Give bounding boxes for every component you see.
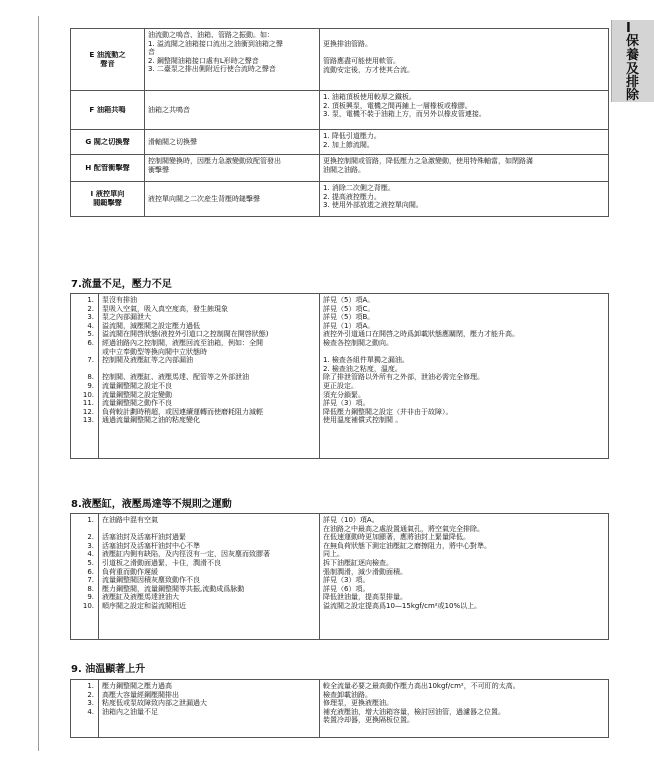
cause-cell: 控制閥變換時，因壓力急激變動致配管發出 衝擊聲 <box>145 155 320 182</box>
cause-cell: 液控單向閥之二次産生背壓時鎚擊聲 <box>145 182 320 217</box>
table-row <box>71 182 609 217</box>
side-tab-char: 除 <box>626 88 640 103</box>
chapter-side-tab <box>611 20 654 102</box>
remedy-cell: 1. 降低引道壓力。 2. 加上節流閥。 <box>320 130 609 155</box>
row-label: H 配管衝擊聲 <box>71 155 145 182</box>
row-label: I 液控單向 閥鎚擊聲 <box>71 182 145 217</box>
side-tab-char: 排 <box>626 75 640 90</box>
table-row <box>71 91 609 130</box>
table-row <box>71 680 609 738</box>
remedy-cell: 詳見（5）項A。 詳見（5）項C。 詳見（5）項B。 詳見（1）項A。 液控外引道通口在開啓之時爲卸載狀態應關閉，壓力才能升高。 檢查各控制閥之動向。 1. 檢查各組件單獨之漏油。 2. 檢查油之粘度，溫度。 除了排泄管路以外所有之外部，泄油必需完全修理。 更正設定。 須充分鎖緊。 詳見（3）項。 降低壓力鋼整閥之設定（并非由于故障）。 使用溫度補償式控制閥 。 <box>320 294 609 459</box>
table-row <box>71 155 609 182</box>
row-label: G 閥之切換聲 <box>71 130 145 155</box>
cause-cell: 油流動之嗚音、油箱、管路之振動。如： 1. 溢流閥之油箱接口流出之油衝到油箱之聲 音 2. 鋼整閥油箱接口處有L形時之聲音 3. 二臺泵之排出側附近行使合流時之聲音 <box>145 29 320 91</box>
table-row <box>71 294 609 459</box>
section-9-table <box>70 679 609 738</box>
section-title: 9. 油温顯著上升 <box>71 664 146 675</box>
side-tab-char: 及 <box>626 62 640 77</box>
page-margin-rule <box>38 16 39 751</box>
item-numbers: 1. 2. 3. 4. 5. 6. 7. 8. 9. 10. 11. 12. 13. <box>71 294 99 459</box>
remedy-cell: 詳見（10）項A。 在油路之中最高之處設置通氣孔，將空氣完全排除。 在低速運動時更加顯著，應將油封上緊量降低。 在無負荷狀態下測定油壓缸之磨擦阻力，將中心對準。 同上。 拆下油壓缸逐向檢查。 張制潤滑，減少滑動面積。 詳見（3）項。 詳見（6）項。 降低泄油量，提高泵排量。 溢流閥之設定提高爲10—15kgf/cm²或10%以上。 <box>320 514 609 640</box>
noise-troubleshooting-table <box>70 28 609 217</box>
table-row <box>71 130 609 155</box>
cause-cell: 滑軸閥之切換聲 <box>145 130 320 155</box>
section-title: 7.流量不足，壓力不足 <box>71 279 172 290</box>
table-row <box>71 514 609 640</box>
section-7-table <box>70 293 609 459</box>
cause-cell: 在油路中混有空氣 活塞油封及活塞杆油封過緊 活塞油封及活塞杆油封中心不準 液壓缸内側有缺陷，及内徑沒有一定，因灰塵而致膠著 引道板之滑動面過緊，卡住，潤滑不良 負荷重而動作遲緩 流量鋼整閥因積灰塵致動作不良 壓力鋼整閥，流量鋼整閥等共振,流動成爲脉動 液壓缸及液壓馬達泄油大 順序閥之設定和溢流閥相近 <box>99 514 320 640</box>
section-title: 8.液壓缸，液壓馬達等不規則之運動 <box>71 499 232 510</box>
item-numbers: 1. 2. 3. 4. 5. 6. 7. 8. 9. 10. <box>71 514 99 640</box>
remedy-cell: 更換控制閥或管路，降低壓力之急激變動，使用特殊軸當，如閉路滿 油閥之油路。 <box>320 155 609 182</box>
remedy-cell: 較全流量必要之最高動作壓力高出10kgf/cm²，不可盯的太高。 檢查卸載油路。 修理泵，更換液壓油。 補充液壓油，增大油箱容量，檢討回油管，過濾器之位置。 裝置冷却器，更換隔板位置。 <box>320 680 609 738</box>
item-numbers: 1. 2. 3. 4. <box>71 680 99 738</box>
side-tab-char: 保 <box>626 34 640 49</box>
cause-cell: 泵沒有排油 泵吸入空氣，吸入真空度高，發生蝕現象 泵之內部漏泄大 溢流閥，減壓閥之設定壓力過低 溢流閥在開啓狀態(液控外引道口之控制閥在開啓狀態) 經過油路內之控制閥，液壓回流至油箱，例如：全開 或中立奉動型等換向閥中立狀態時 控制閥及液壓缸等之內部漏油 控制閥、液壓缸、液壓馬達、配管等之外部泄油 流量鋼整閥之設定不良 流量鋼整閥之設定變動 流量鋼整閥之動作不良 負荷較計劃時稍超，或因連續運轉而使磨耗阻力減輕 通過流量鋼整閥之油的粘度變化 <box>99 294 320 459</box>
row-label: E 油流動之 聲音 <box>71 29 145 91</box>
row-label: F 油箱共鳴 <box>71 91 145 130</box>
side-tab-char: 養 <box>626 48 640 63</box>
remedy-cell: 1. 消除二次側之背壓。 2. 提高液控壓力。 3. 使用外部放逽之液控單向閥。 <box>320 182 609 217</box>
section-8-table <box>70 513 609 640</box>
side-tab-char: I <box>626 21 631 36</box>
cause-cell: 油箱之共鳴音 <box>145 91 320 130</box>
cause-cell: 壓力鋼整閥之壓力過高 高壓大容量經鋼壓閥排出 粘度低或泵故障致内部之泄漏過大 油箱内之油量不足 <box>99 680 320 738</box>
remedy-cell: 1. 油箱頂板使用較厚之鐵板。 2. 頂板興泵，電機之間再鋪上一層橡板或橡膠。 3. 泵，電機不裝于油箱上方，而另外以橡皮管連接。 <box>320 91 609 130</box>
table-row <box>71 29 609 91</box>
remedy-cell: 更換排油管路。 管路應盡可能使用軟管。 流動安定後，方才使其合流。 <box>320 29 609 91</box>
